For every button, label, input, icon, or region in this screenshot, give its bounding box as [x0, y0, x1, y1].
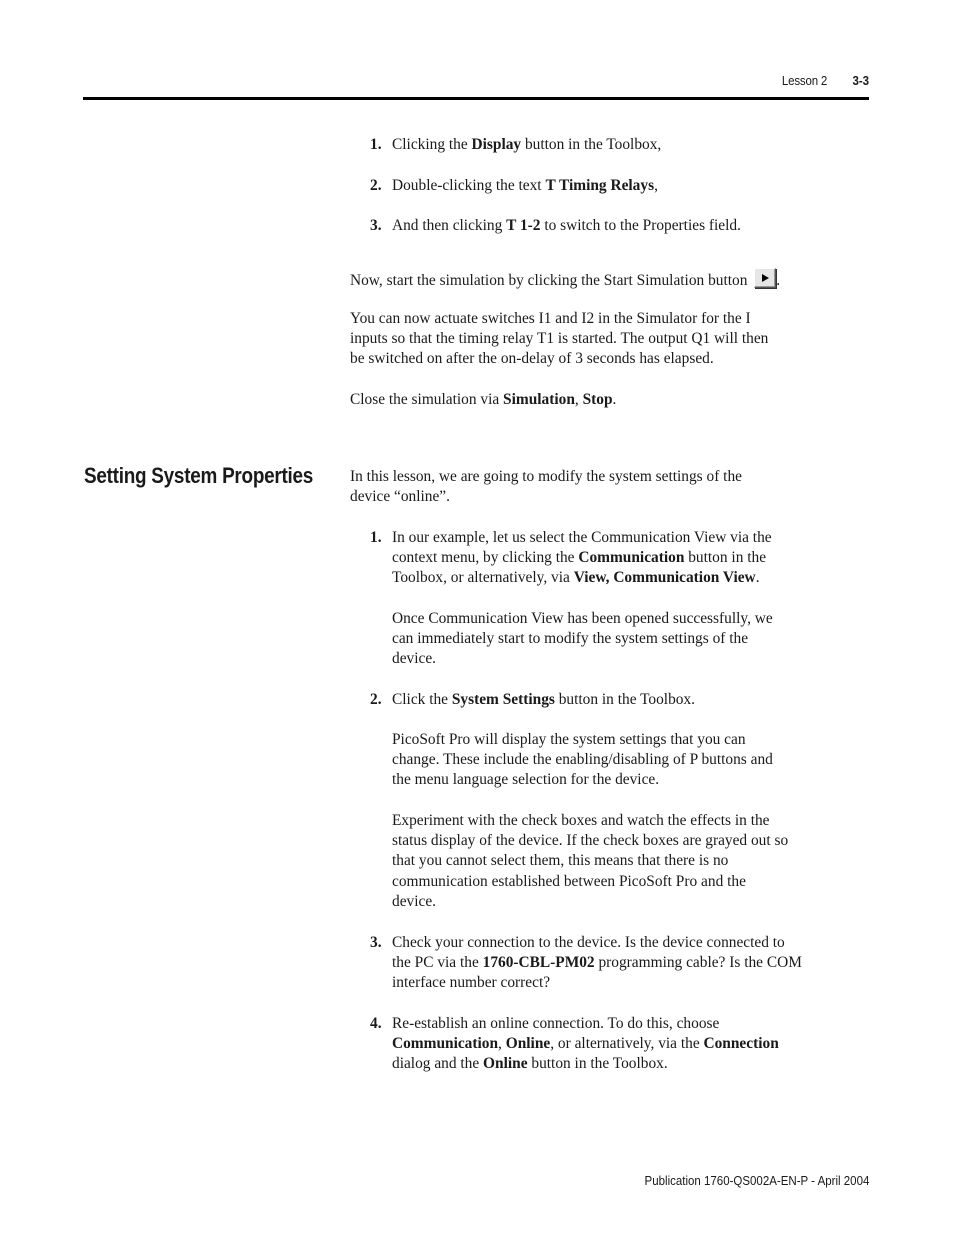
publication-footer: Publication 1760-QS002A-EN-P - April 2004 — [644, 1174, 869, 1188]
step-number: 1. — [370, 136, 382, 153]
page-number: 3-3 — [852, 74, 869, 88]
step-text: Clicking the Display button in the Toolbox, — [392, 136, 662, 153]
step1-note: Once Communication View has been opened successfully, we can immediately start to modify the system settings of the device. — [392, 610, 773, 668]
step-number: 3. — [370, 217, 382, 234]
step-text: Re-establish an online connection. To do this, choose Communication, Online, or alternatively, via the Connection dialog and the Online button in the Toolbox. — [392, 1015, 779, 1073]
section-intro: In this lesson, we are going to modify the system settings of the device “online”. — [350, 468, 742, 506]
start-simulation-paragraph: Now, start the simulation by clicking the Start Simulation button . — [350, 268, 830, 291]
step-text: And then clicking T 1-2 to switch to the Properties field. — [392, 217, 741, 234]
step-text: Check your connection to the device. Is the device connected to the PC via the 1760-CBL-PM02 programming cable? Is the COM interface number correct? — [392, 934, 802, 992]
step-number: 3. — [370, 934, 382, 951]
actuate-paragraph: You can now actuate switches I1 and I2 in the Simulator for the I inputs so that the timing relay T1 is started. The output Q1 will then be switched on after the on-delay of 3 seconds has elapsed. — [350, 310, 769, 368]
step-number: 2. — [370, 691, 382, 708]
lesson-label: Lesson 2 — [781, 74, 827, 88]
step2-note-checkboxes: Experiment with the check boxes and watch the effects in the status display of the device. If the check boxes are grayed out so that you cannot select them, this means that there is no communication established between PicoSoft Pro and the device. — [392, 812, 789, 910]
step-text: Double-clicking the text T Timing Relays, — [392, 177, 658, 194]
section-heading: Setting System Properties — [84, 463, 314, 488]
page-header — [0, 74, 954, 94]
step-number: 1. — [370, 529, 382, 546]
header-rule — [83, 97, 869, 100]
step-text: In our example, let us select the Communication View via the context menu, by clicking the Communication button in the Toolbox, or alternatively, via View, Communication View. — [392, 529, 772, 587]
play-icon — [762, 274, 769, 282]
step-number: 4. — [370, 1015, 382, 1032]
start-simulation-button — [754, 268, 776, 288]
close-simulation-paragraph: Close the simulation via Simulation, Stop. — [350, 391, 617, 408]
step2-note-settings: PicoSoft Pro will display the system settings that you can change. These include the enabling/disabling of P buttons and the menu language selection for the device. — [392, 731, 773, 789]
step-number: 2. — [370, 177, 382, 194]
step-text: Click the System Settings button in the Toolbox. — [392, 691, 696, 708]
